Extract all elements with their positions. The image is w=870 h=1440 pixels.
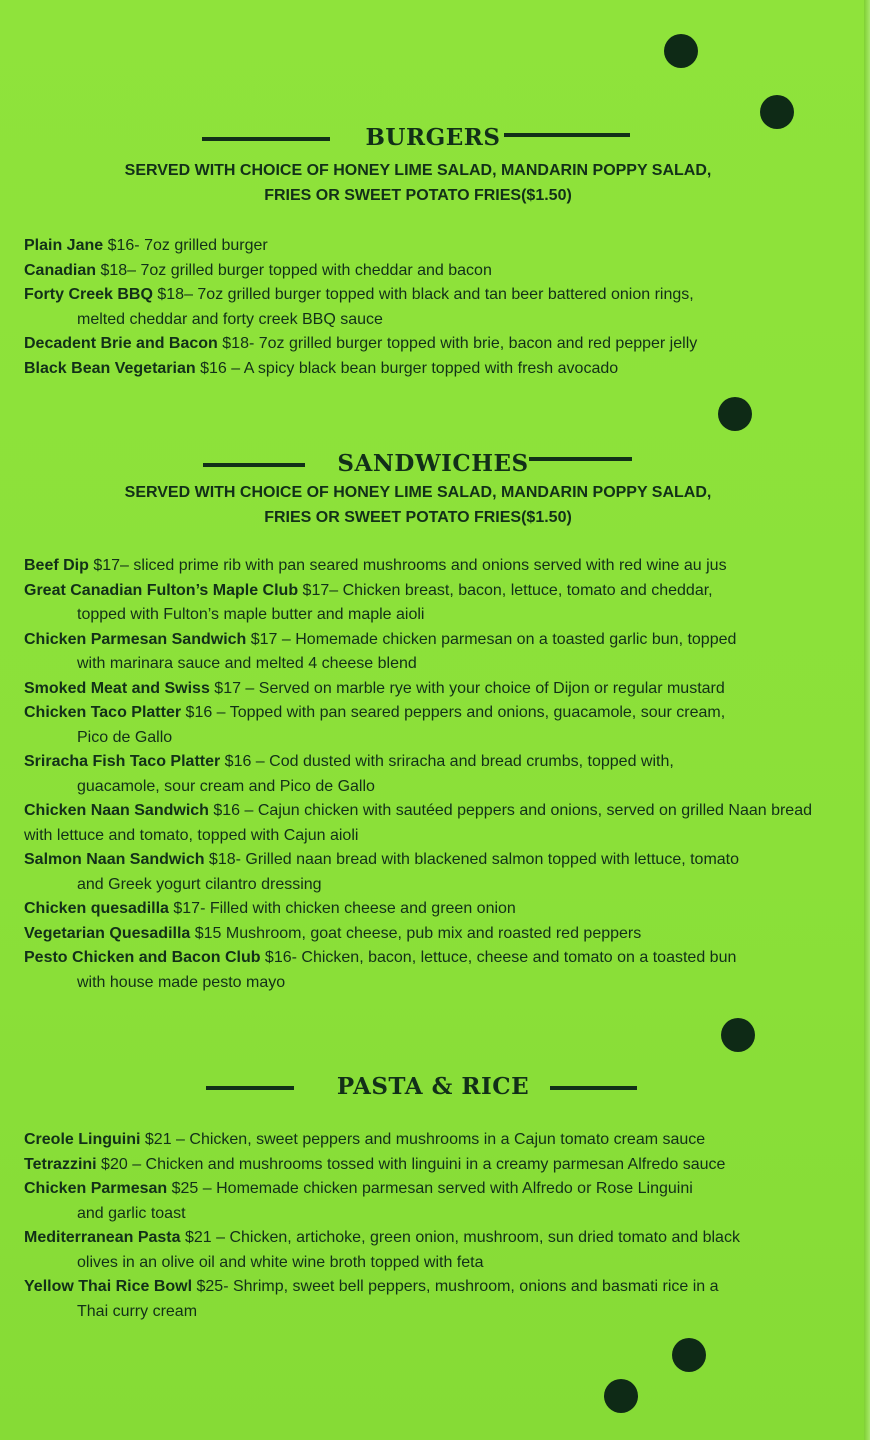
burgers-item-list <box>24 234 824 381</box>
menu-item-description-continued: olives in an olive oil and white wine broth topped with feta <box>77 1253 484 1271</box>
menu-item-description: $17– sliced prime rib with pan seared mushrooms and onions served with red wine au jus <box>88 557 727 574</box>
menu-item-description: $21 – Chicken, sweet peppers and mushrooms in a Cajun tomato cream sauce <box>140 1131 706 1148</box>
menu-item <box>24 357 824 382</box>
menu-item-description: $18– 7oz grilled burger topped with black and tan beer battered onion rings, <box>152 286 694 303</box>
menu-item <box>24 1226 824 1251</box>
menu-item-name: Pesto Chicken and Bacon Club <box>24 949 261 966</box>
menu-item-description: $17- Filled with chicken cheese and green onion <box>168 900 516 917</box>
menu-item-description-continued: with house made pesto mayo <box>77 973 286 991</box>
menu-item-description: $16- Chicken, bacon, lettuce, cheese and tomato on a toasted bun <box>260 949 737 966</box>
burgers-header <box>0 124 866 154</box>
menu-item-description: $18- Grilled naan bread with blackened salmon topped with lettuce, tomato <box>204 851 740 868</box>
menu-item-description: $16- 7oz grilled burger <box>103 237 268 254</box>
menu-item-name: Vegetarian Quesadilla <box>24 924 191 942</box>
menu-item-description-continued: with marinara sauce and melted 4 cheese blend <box>77 655 417 672</box>
binder-hole-dot <box>718 397 752 431</box>
binder-hole-dot <box>604 1379 638 1413</box>
menu-item <box>24 283 824 308</box>
menu-item-name: Black Bean Vegetarian <box>24 359 196 377</box>
menu-item-name: Creole Linguini <box>24 1131 141 1148</box>
menu-item <box>24 750 824 775</box>
menu-item <box>24 628 824 653</box>
menu-item-name: Chicken Taco Platter <box>24 704 182 721</box>
served-line-1: SERVED WITH CHOICE OF HONEY LIME SALAD, MANDARIN POPPY SALAD, <box>124 162 712 179</box>
menu-item-name: Chicken Parmesan <box>24 1180 168 1197</box>
menu-item-name: Great Canadian Fulton’s Maple Club <box>24 581 299 599</box>
menu-item-name: Beef Dip <box>24 557 89 574</box>
binder-hole-dot <box>672 1338 706 1372</box>
sandwiches-header <box>0 450 866 480</box>
menu-item-name: Chicken Parmesan Sandwich <box>24 630 247 648</box>
menu-item <box>24 701 824 726</box>
menu-item-description: $16 – Cod dusted with sriracha and bread crumbs, topped with, <box>220 753 674 770</box>
menu-item-name: Yellow Thai Rice Bowl <box>24 1278 193 1295</box>
menu-item <box>24 922 824 947</box>
binder-hole-dot <box>721 1018 755 1052</box>
menu-item-description-continued: topped with Fulton’s maple butter and maple aioli <box>77 606 425 623</box>
menu-item <box>24 259 824 284</box>
menu-item <box>24 677 824 702</box>
menu-item-name: Forty Creek BBQ <box>24 286 153 303</box>
header-rule-right <box>504 133 630 137</box>
served-line-2: FRIES OR SWEET POTATO FRIES($1.50) <box>264 187 572 204</box>
menu-item-description-continued: Thai curry cream <box>77 1302 198 1320</box>
menu-item-name: Decadent Brie and Bacon <box>24 335 218 352</box>
pasta-item-list <box>24 1128 824 1324</box>
menu-item-description-continued: and Greek yogurt cilantro dressing <box>77 875 322 893</box>
menu-item-description: $18- 7oz grilled burger topped with brie, bacon and red pepper jelly <box>217 335 698 352</box>
menu-item-description: $25 – Homemade chicken parmesan served with Alfredo or Rose Linguini <box>167 1180 693 1197</box>
menu-item-name: Canadian <box>24 261 97 279</box>
menu-item <box>24 946 824 971</box>
pasta-title: PASTA & RICE <box>336 1073 530 1100</box>
header-rule-right <box>529 457 632 461</box>
menu-item-name: Plain Jane <box>24 237 104 254</box>
menu-item <box>24 1153 824 1178</box>
menu-item-name: Chicken quesadilla <box>24 900 169 917</box>
burgers-title: BURGERS <box>365 124 501 151</box>
burgers-served-with <box>0 158 836 208</box>
menu-item-name: Tetrazzini <box>24 1155 97 1173</box>
menu-item <box>24 554 824 579</box>
served-line-2: FRIES OR SWEET POTATO FRIES($1.50) <box>264 509 572 526</box>
menu-item-description-continued: Pico de Gallo <box>77 728 173 746</box>
binder-hole-dot <box>664 34 698 68</box>
menu-item-description: $16 – Cajun chicken with sautéed peppers and onions, served on grilled Naan bread with lettuce and tomato, topped with Cajun aioli <box>24 802 812 844</box>
page-edge <box>864 0 870 1440</box>
menu-item-description: $18– 7oz grilled burger topped with cheddar and bacon <box>96 261 492 279</box>
sandwiches-item-list <box>24 554 824 995</box>
menu-item <box>24 234 824 259</box>
menu-item <box>24 332 824 357</box>
menu-item-name: Sriracha Fish Taco Platter <box>24 753 221 770</box>
menu-item-description: $17 – Served on marble rye with your choice of Dijon or regular mustard <box>209 679 725 697</box>
menu-item <box>24 1275 824 1300</box>
menu-item-description: $21 – Chicken, artichoke, green onion, mushroom, sun dried tomato and black <box>180 1229 740 1246</box>
menu-item <box>24 799 824 848</box>
menu-item <box>24 1177 824 1202</box>
menu-item-name: Mediterranean Pasta <box>24 1229 181 1246</box>
menu-item-description: $16 – Topped with pan seared peppers and onions, guacamole, sour cream, <box>181 704 726 721</box>
menu-item-description: $17 – Homemade chicken parmesan on a toasted garlic bun, topped <box>246 630 737 648</box>
menu-item <box>24 897 824 922</box>
menu-item <box>24 1128 824 1153</box>
header-rule-right <box>550 1086 637 1090</box>
menu-item-name: Salmon Naan Sandwich <box>24 851 205 868</box>
menu-item-description: $20 – Chicken and mushrooms tossed with linguini in a creamy parmesan Alfredo sauce <box>96 1155 726 1173</box>
menu-item-description-continued: and garlic toast <box>77 1204 186 1222</box>
menu-item-description: $17– Chicken breast, bacon, lettuce, tomato and cheddar, <box>298 581 713 599</box>
sandwiches-title: SANDWICHES <box>337 450 529 477</box>
menu-item-name: Chicken Naan Sandwich <box>24 802 209 819</box>
menu-item-description-continued: melted cheddar and forty creek BBQ sauce <box>77 310 383 328</box>
sandwiches-served-with <box>0 480 836 530</box>
menu-item <box>24 579 824 604</box>
menu-item-description: $16 – A spicy black bean burger topped with fresh avocado <box>195 359 619 377</box>
served-line-1: SERVED WITH CHOICE OF HONEY LIME SALAD, MANDARIN POPPY SALAD, <box>124 484 712 501</box>
menu-item-description: $25- Shrimp, sweet bell peppers, mushroom, onions and basmati rice in a <box>192 1278 719 1295</box>
menu-item-description: $15 Mushroom, goat cheese, pub mix and roasted red peppers <box>190 924 642 942</box>
menu-item-name: Smoked Meat and Swiss <box>24 679 210 697</box>
menu-item-description-continued: guacamole, sour cream and Pico de Gallo <box>77 777 375 795</box>
pasta-header <box>0 1073 866 1103</box>
menu-item <box>24 848 824 873</box>
